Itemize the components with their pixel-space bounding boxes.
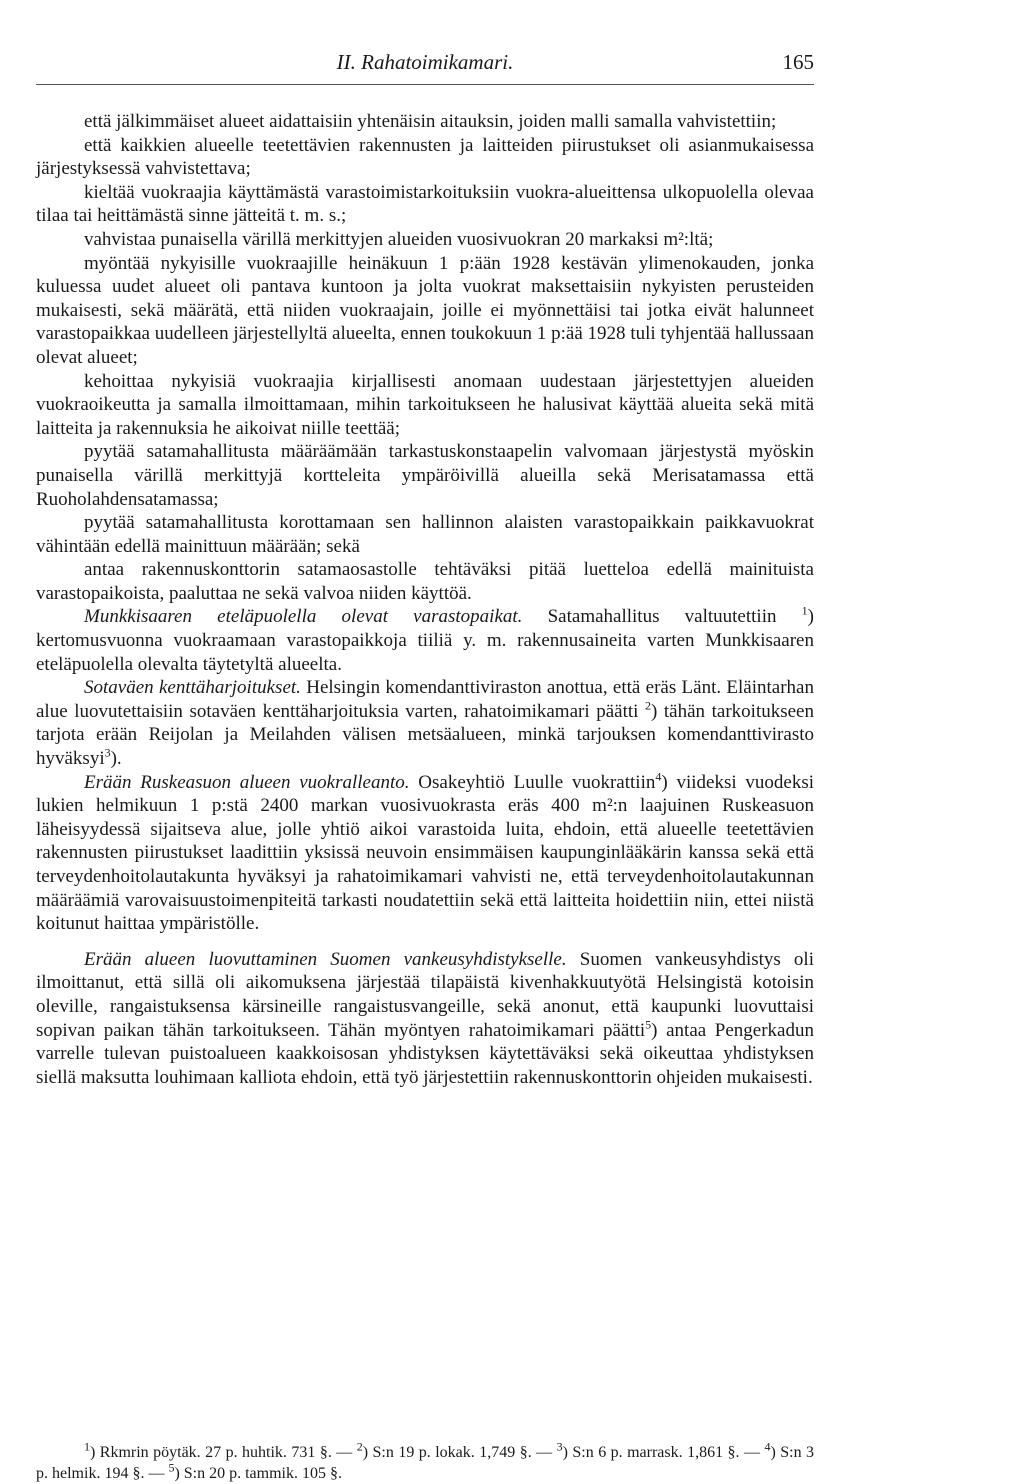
- section-ruskeasuo: [36, 771, 814, 936]
- running-title: II. Rahatoimikamari.: [336, 50, 514, 74]
- footnote-text: ) Rkmrin pöytäk. 27 p. huhtik. 731 §. —: [90, 1444, 357, 1461]
- footnote-number: 3: [556, 1439, 563, 1454]
- paragraph: että kaikkien alueelle teetettävien rakennusten ja laitteiden piirustukset oli asianmukaisessa järjestyksessä vahvistettava;: [36, 134, 814, 180]
- section-heading: Erään alueen luovuttaminen Suomen vankeusyhdistykselle.: [84, 948, 567, 970]
- section-text: ) kertomusvuonna vuokraamaan varastopaikkoja tiiliä y. m. rakennusaineita varten Munkkisaaren eteläpuolella olevalta täytetyltä alueelta.: [36, 606, 814, 675]
- paragraph: vahvistaa punaisella värillä merkittyjen alueiden vuosivuokran 20 markaksi m²:ltä;: [84, 228, 714, 250]
- paragraph: pyytää satamahallitusta korottamaan sen hallinnon alaisten varastopaikkain paikkavuokrat vähintään edellä mainittuun määrään; sekä: [36, 512, 814, 557]
- page-header: [36, 50, 814, 85]
- section-heading: Erään Ruskeasuon alueen vuokralleanto.: [84, 771, 410, 793]
- section-text: Helsingin komendanttiviraston anottua, että eräs Länt. Eläintarhan alue luovutettaisiin sotaväen kenttäharjoituksia varten, rahatoimikamari päätti: [36, 677, 814, 722]
- section-text: ) antaa Pengerkadun varrelle tulevan puistoalueen kaakkoisosan yhdistyksen käytettäväksi sekä oikeuttaa yhdistyksen siellä maksutta louhimaan kalliota ehdoin, että työ järjestettiin rakennuskonttorin ohjeiden mukaisesti.: [36, 1019, 814, 1088]
- footnote-text: ) S:n 20 p. tammik. 105 §.: [174, 1465, 342, 1482]
- footnote-ref: 4: [655, 769, 662, 784]
- paragraph: myöntää nykyisille vuokraajille heinäkuun 1 p:ään 1928 kestävän ylimenokauden, jonka kuluessa uudet alueet oli pantava kuntoon ja jolta vuokrat maksettaisiin nykyisten perusteiden mukaisesti, sekä määrätä, että niiden vuokraajain, joille ei myönnettäisi tai jotka eivät halunneet varastopaikkaa uudelleen järjestellyltä alueelta, ennen toukokuun 1 p:ää 1928 tuli tyhjentää hallussaan olevat alueet;: [36, 252, 814, 368]
- section-heading: Sotaväen kenttäharjoitukset.: [84, 677, 301, 699]
- footnote-number: 5: [168, 1460, 175, 1475]
- section-heading: Munkkisaaren eteläpuolella olevat varastopaikat.: [84, 606, 523, 628]
- paragraph: antaa rakennuskonttorin satamaosastolle tehtäväksi pitää luetteloa edellä mainituista varastopaikoista, paaluttaa ne sekä valvoa niiden käyttöä.: [36, 559, 814, 604]
- footnotes: [36, 1439, 815, 1484]
- footnote-ref: 3: [104, 745, 111, 760]
- footnote-number: 1: [84, 1439, 90, 1454]
- section-text: ).: [110, 748, 122, 770]
- footnote-text: ) S:n 3 p. helmik. 194 §. —: [36, 1444, 815, 1482]
- footnote-ref: 5: [645, 1017, 652, 1032]
- section-text: ) tähän tarkoitukseen tarjota erään Reijolan ja Meilahden välisen metsäalueen, minkä tarjouksen komendanttivirasto hyväksyi: [36, 700, 814, 770]
- footnote-number: 2: [356, 1439, 363, 1454]
- paragraph: että jälkimmäiset alueet aidattaisiin yhtenäisin aitauksin, joiden malli samalla vahvistettiin;: [84, 111, 777, 132]
- footnote-ref: 1: [801, 604, 808, 619]
- paragraph: kehoittaa nykyisiä vuokraajia kirjallisesti anomaan uudestaan järjestettyjen alueiden vuokraoikeutta ja samalla ilmoittamaan, mihin tarkoitukseen he halusivat käyttää alueita sekä mitä laitteita ja rakennuksia he aikoivat niille teettää;: [36, 370, 814, 439]
- section-sotavaki: [36, 676, 814, 770]
- footnote-text: ) S:n 6 p. marrask. 1,861 §. —: [562, 1444, 765, 1461]
- section-text: Osakeyhtiö Luulle vuokrattiin: [409, 771, 656, 793]
- paragraph: pyytää satamahallitusta määräämään tarkastuskonstaapelin valvomaan järjestystä myöskin punaisella värillä merkittyjä kortteleita ympäröivillä alueilla sekä Merisatamassa että Ruoholahdensatamassa;: [36, 441, 814, 510]
- body-text: [36, 110, 814, 1089]
- section-text: Satamahallitus valtuutettiin: [522, 606, 802, 628]
- footnote-number: 4: [764, 1439, 771, 1454]
- footnote-text: ) S:n 19 p. lokak. 1,749 §. —: [362, 1444, 557, 1461]
- section-text: ) viideksi vuodeksi lukien helmikuun 1 p:stä 2400 markan vuosivuokrasta eräs 400 m²:n laajuinen Ruskeasuon läheisyydessä sijaitseva alue, jolle yhtiö aikoi varastoida luita, ehdoin, että alueelle teetettävien rakennusten piirustukset laadittiin yksissä neuvoin ensimmäisen kaupunginlääkärin kanssa sekä että terveydenhoitolautakunta hyväksyi ja rahatoimikamari vahvisti ne, että terveydenhoitolautakunnan määräämiä varovaisuustoimenpiteitä tarkasti noudatettiin sekä että laitteita hoidettiin niin, ettei niistä koitunut haittaa ympäristölle.: [36, 771, 815, 935]
- section-text: Suomen vankeusyhdistys oli ilmoittanut, että sillä oli aikomuksena järjestää tilapäistä kivenhakkuutyötä Helsingistä kotoisin oleville, rangaistuksensa kärsineille rangaistusvangeille, sekä anonut, että kaupunki luovuttaisi sopivan paikan tähän tarkoitukseen. Tähän myöntyen rahatoimikamari päätti: [36, 948, 814, 1041]
- section-munkkisaari: [36, 605, 814, 676]
- page-number: 165: [782, 50, 814, 74]
- paragraph: kieltää vuokraajia käyttämästä varastoimistarkoituksiin vuokra-alueittensa ulkopuolella olevaa tilaa tai heittämästä sinne jätteitä t. m. s.;: [36, 181, 814, 227]
- section-vankeusyhdistys: [36, 948, 814, 1090]
- footnote-ref: 2: [645, 698, 651, 713]
